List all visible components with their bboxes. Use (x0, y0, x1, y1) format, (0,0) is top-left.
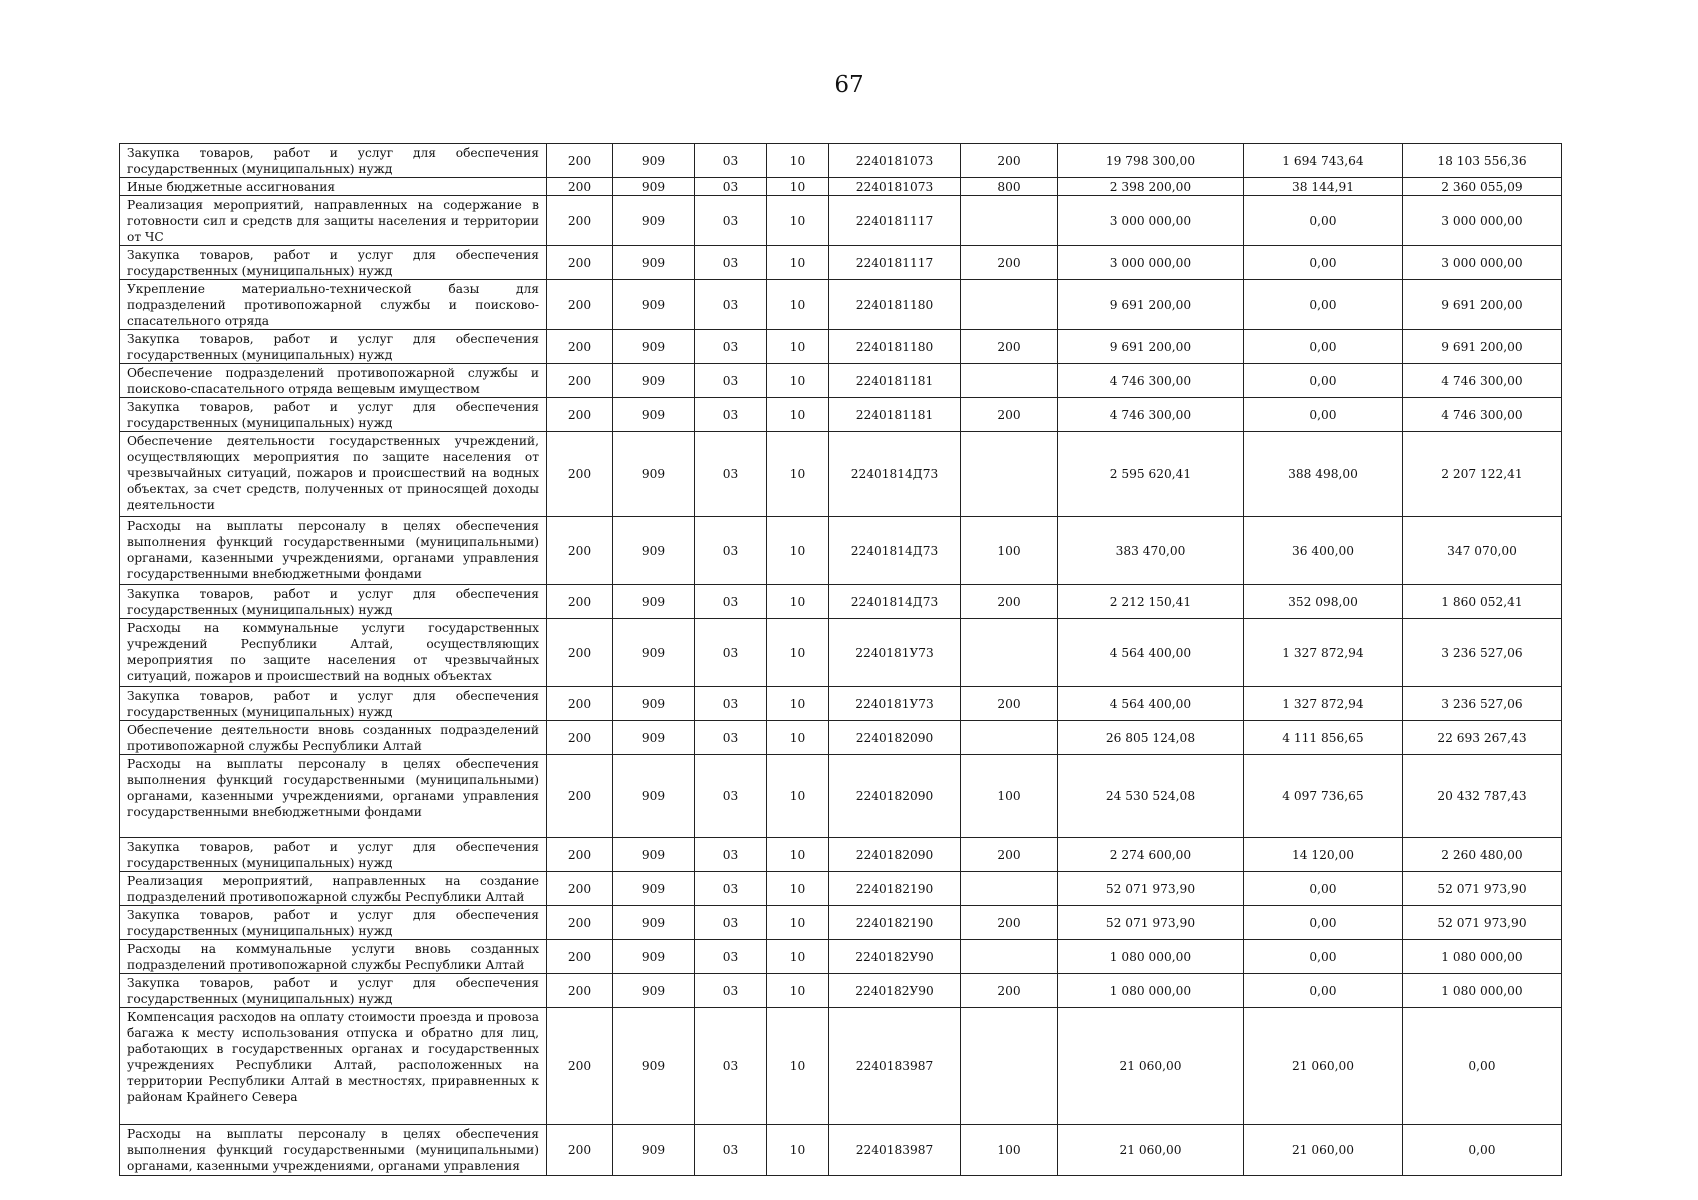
expense-type-cell: 200 (961, 144, 1058, 178)
row-description: Закупка товаров, работ и услуг для обеспечения государственных (муниципальных) нужд (120, 246, 547, 280)
table-row (120, 364, 1562, 398)
subchapter-code-cell: 10 (767, 687, 829, 721)
subchapter-code-cell: 10 (767, 585, 829, 619)
table-row (120, 280, 1562, 330)
executed-amount-cell: 0,00 (1244, 280, 1403, 330)
planned-amount-cell: 9 691 200,00 (1058, 330, 1244, 364)
planned-amount-cell: 383 470,00 (1058, 517, 1244, 585)
chapter-code-cell: 03 (695, 619, 767, 687)
row-description: Обеспечение деятельности вновь созданных подразделений противопожарной службы Республики Алтай (120, 721, 547, 755)
executed-amount-cell: 0,00 (1244, 364, 1403, 398)
expense-type-cell: 200 (961, 246, 1058, 280)
subchapter-code-cell: 10 (767, 330, 829, 364)
row-description: Расходы на выплаты персоналу в целях обеспечения выполнения функций государственными (муниципальными) органами, казенными учреждениями, органами управления государственными внебюджетными фондами (120, 755, 547, 838)
remaining-amount-cell: 3 000 000,00 (1403, 246, 1562, 280)
expense-type-cell: 100 (961, 1125, 1058, 1176)
row-description: Расходы на выплаты персоналу в целях обеспечения выполнения функций государственными (муниципальными) органами, казенными учреждениями, органами управления (120, 1125, 547, 1176)
remaining-amount-cell: 22 693 267,43 (1403, 721, 1562, 755)
chapter-code-cell: 03 (695, 398, 767, 432)
expense-type-cell: 200 (961, 974, 1058, 1008)
section-code-cell: 200 (547, 940, 613, 974)
target-article-cell: 2240183987 (829, 1125, 961, 1176)
expense-type-cell (961, 196, 1058, 246)
section-code-cell: 200 (547, 330, 613, 364)
planned-amount-cell: 21 060,00 (1058, 1125, 1244, 1176)
target-article-cell: 2240181180 (829, 330, 961, 364)
target-article-cell: 2240181073 (829, 144, 961, 178)
section-code-cell: 200 (547, 585, 613, 619)
remaining-amount-cell: 4 746 300,00 (1403, 398, 1562, 432)
expense-type-cell (961, 872, 1058, 906)
remaining-amount-cell: 3 236 527,06 (1403, 687, 1562, 721)
section-code-cell: 200 (547, 619, 613, 687)
ministry-code-cell: 909 (613, 872, 695, 906)
row-description: Иные бюджетные ассигнования (120, 178, 547, 196)
target-article-cell: 2240181073 (829, 178, 961, 196)
planned-amount-cell: 3 000 000,00 (1058, 196, 1244, 246)
chapter-code-cell: 03 (695, 755, 767, 838)
executed-amount-cell: 1 327 872,94 (1244, 619, 1403, 687)
table-row (120, 755, 1562, 838)
target-article-cell: 2240182У90 (829, 974, 961, 1008)
ministry-code-cell: 909 (613, 619, 695, 687)
chapter-code-cell: 03 (695, 872, 767, 906)
executed-amount-cell: 38 144,91 (1244, 178, 1403, 196)
chapter-code-cell: 03 (695, 940, 767, 974)
row-description: Расходы на выплаты персоналу в целях обеспечения выполнения функций государственными (муниципальными) органами, казенными учреждениями, органами управления государственными внебюджетными фондами (120, 517, 547, 585)
ministry-code-cell: 909 (613, 974, 695, 1008)
target-article-cell: 2240183987 (829, 1008, 961, 1125)
section-code-cell: 200 (547, 687, 613, 721)
expense-type-cell: 200 (961, 906, 1058, 940)
planned-amount-cell: 19 798 300,00 (1058, 144, 1244, 178)
planned-amount-cell: 1 080 000,00 (1058, 974, 1244, 1008)
table-row (120, 398, 1562, 432)
chapter-code-cell: 03 (695, 246, 767, 280)
executed-amount-cell: 0,00 (1244, 872, 1403, 906)
planned-amount-cell: 2 212 150,41 (1058, 585, 1244, 619)
subchapter-code-cell: 10 (767, 280, 829, 330)
budget-table (119, 143, 1562, 1176)
section-code-cell: 200 (547, 974, 613, 1008)
subchapter-code-cell: 10 (767, 1125, 829, 1176)
expense-type-cell (961, 940, 1058, 974)
target-article-cell: 2240181117 (829, 196, 961, 246)
target-article-cell: 2240181181 (829, 398, 961, 432)
table-row (120, 517, 1562, 585)
planned-amount-cell: 21 060,00 (1058, 1008, 1244, 1125)
planned-amount-cell: 4 564 400,00 (1058, 687, 1244, 721)
planned-amount-cell: 52 071 973,90 (1058, 872, 1244, 906)
section-code-cell: 200 (547, 1125, 613, 1176)
ministry-code-cell: 909 (613, 246, 695, 280)
chapter-code-cell: 03 (695, 144, 767, 178)
chapter-code-cell: 03 (695, 1125, 767, 1176)
ministry-code-cell: 909 (613, 517, 695, 585)
subchapter-code-cell: 10 (767, 1008, 829, 1125)
subchapter-code-cell: 10 (767, 755, 829, 838)
section-code-cell: 200 (547, 517, 613, 585)
target-article-cell: 2240182090 (829, 838, 961, 872)
ministry-code-cell: 909 (613, 196, 695, 246)
executed-amount-cell: 0,00 (1244, 940, 1403, 974)
section-code-cell: 200 (547, 755, 613, 838)
row-description: Расходы на коммунальные услуги вновь созданных подразделений противопожарной службы Республики Алтай (120, 940, 547, 974)
executed-amount-cell: 21 060,00 (1244, 1008, 1403, 1125)
row-description: Закупка товаров, работ и услуг для обеспечения государственных (муниципальных) нужд (120, 974, 547, 1008)
chapter-code-cell: 03 (695, 432, 767, 517)
executed-amount-cell: 0,00 (1244, 330, 1403, 364)
target-article-cell: 2240181181 (829, 364, 961, 398)
expense-type-cell: 100 (961, 517, 1058, 585)
ministry-code-cell: 909 (613, 838, 695, 872)
row-description: Закупка товаров, работ и услуг для обеспечения государственных (муниципальных) нужд (120, 906, 547, 940)
remaining-amount-cell: 52 071 973,90 (1403, 872, 1562, 906)
table-row (120, 721, 1562, 755)
ministry-code-cell: 909 (613, 721, 695, 755)
subchapter-code-cell: 10 (767, 721, 829, 755)
target-article-cell: 2240182090 (829, 755, 961, 838)
target-article-cell: 22401814Д73 (829, 517, 961, 585)
planned-amount-cell: 1 080 000,00 (1058, 940, 1244, 974)
table-row (120, 585, 1562, 619)
ministry-code-cell: 909 (613, 585, 695, 619)
row-description: Компенсация расходов на оплату стоимости проезда и провоза багажа к месту использования отпуска и обратно для лиц, работающих в государственных органах и государственных учреждениях Республики Алтай, расположенных на территории Республики Алтай в местностях, приравненных к районам Крайнего Севера (120, 1008, 547, 1125)
remaining-amount-cell: 20 432 787,43 (1403, 755, 1562, 838)
table-row (120, 872, 1562, 906)
chapter-code-cell: 03 (695, 364, 767, 398)
executed-amount-cell: 1 694 743,64 (1244, 144, 1403, 178)
executed-amount-cell: 0,00 (1244, 398, 1403, 432)
subchapter-code-cell: 10 (767, 872, 829, 906)
target-article-cell: 2240182У90 (829, 940, 961, 974)
expense-type-cell: 100 (961, 755, 1058, 838)
target-article-cell: 2240181У73 (829, 619, 961, 687)
planned-amount-cell: 26 805 124,08 (1058, 721, 1244, 755)
ministry-code-cell: 909 (613, 1008, 695, 1125)
row-description: Обеспечение подразделений противопожарной службы и поисково-спасательного отряда вещевым имуществом (120, 364, 547, 398)
table-row (120, 1008, 1562, 1125)
planned-amount-cell: 2 274 600,00 (1058, 838, 1244, 872)
chapter-code-cell: 03 (695, 838, 767, 872)
section-code-cell: 200 (547, 178, 613, 196)
expense-type-cell (961, 432, 1058, 517)
subchapter-code-cell: 10 (767, 246, 829, 280)
remaining-amount-cell: 9 691 200,00 (1403, 280, 1562, 330)
section-code-cell: 200 (547, 364, 613, 398)
ministry-code-cell: 909 (613, 364, 695, 398)
table-row (120, 1125, 1562, 1176)
executed-amount-cell: 4 097 736,65 (1244, 755, 1403, 838)
planned-amount-cell: 3 000 000,00 (1058, 246, 1244, 280)
remaining-amount-cell: 2 360 055,09 (1403, 178, 1562, 196)
page-number: 67 (834, 72, 864, 98)
section-code-cell: 200 (547, 246, 613, 280)
remaining-amount-cell: 2 260 480,00 (1403, 838, 1562, 872)
target-article-cell: 2240181180 (829, 280, 961, 330)
remaining-amount-cell: 3 000 000,00 (1403, 196, 1562, 246)
ministry-code-cell: 909 (613, 432, 695, 517)
table-row (120, 838, 1562, 872)
planned-amount-cell: 52 071 973,90 (1058, 906, 1244, 940)
expense-type-cell: 200 (961, 687, 1058, 721)
row-description: Реализация мероприятий, направленных на создание подразделений противопожарной службы Республики Алтай (120, 872, 547, 906)
ministry-code-cell: 909 (613, 687, 695, 721)
expense-type-cell (961, 364, 1058, 398)
section-code-cell: 200 (547, 872, 613, 906)
executed-amount-cell: 0,00 (1244, 246, 1403, 280)
remaining-amount-cell: 2 207 122,41 (1403, 432, 1562, 517)
target-article-cell: 2240182190 (829, 906, 961, 940)
subchapter-code-cell: 10 (767, 940, 829, 974)
remaining-amount-cell: 347 070,00 (1403, 517, 1562, 585)
remaining-amount-cell: 4 746 300,00 (1403, 364, 1562, 398)
subchapter-code-cell: 10 (767, 398, 829, 432)
chapter-code-cell: 03 (695, 196, 767, 246)
expense-type-cell (961, 1008, 1058, 1125)
chapter-code-cell: 03 (695, 721, 767, 755)
ministry-code-cell: 909 (613, 398, 695, 432)
section-code-cell: 200 (547, 1008, 613, 1125)
table-row (120, 432, 1562, 517)
row-description: Обеспечение деятельности государственных учреждений, осуществляющих мероприятия по защите населения от чрезвычайных ситуаций, пожаров и происшествий на водных объектах, за счет средств, полученных от приносящей доходы деятельности (120, 432, 547, 517)
chapter-code-cell: 03 (695, 585, 767, 619)
executed-amount-cell: 0,00 (1244, 196, 1403, 246)
table-row (120, 330, 1562, 364)
section-code-cell: 200 (547, 196, 613, 246)
table-body (120, 144, 1562, 1176)
target-article-cell: 2240181117 (829, 246, 961, 280)
executed-amount-cell: 0,00 (1244, 906, 1403, 940)
planned-amount-cell: 4 746 300,00 (1058, 398, 1244, 432)
row-description: Укрепление материально-технической базы для подразделений противопожарной службы и поисково-спасательного отряда (120, 280, 547, 330)
row-description: Закупка товаров, работ и услуг для обеспечения государственных (муниципальных) нужд (120, 330, 547, 364)
subchapter-code-cell: 10 (767, 432, 829, 517)
planned-amount-cell: 24 530 524,08 (1058, 755, 1244, 838)
section-code-cell: 200 (547, 432, 613, 517)
expense-type-cell (961, 280, 1058, 330)
executed-amount-cell: 352 098,00 (1244, 585, 1403, 619)
expense-type-cell (961, 721, 1058, 755)
planned-amount-cell: 2 398 200,00 (1058, 178, 1244, 196)
remaining-amount-cell: 1 860 052,41 (1403, 585, 1562, 619)
section-code-cell: 200 (547, 398, 613, 432)
ministry-code-cell: 909 (613, 906, 695, 940)
chapter-code-cell: 03 (695, 330, 767, 364)
planned-amount-cell: 4 564 400,00 (1058, 619, 1244, 687)
target-article-cell: 2240181У73 (829, 687, 961, 721)
section-code-cell: 200 (547, 838, 613, 872)
planned-amount-cell: 4 746 300,00 (1058, 364, 1244, 398)
expense-type-cell: 200 (961, 398, 1058, 432)
subchapter-code-cell: 10 (767, 517, 829, 585)
ministry-code-cell: 909 (613, 755, 695, 838)
section-code-cell: 200 (547, 721, 613, 755)
ministry-code-cell: 909 (613, 330, 695, 364)
subchapter-code-cell: 10 (767, 619, 829, 687)
executed-amount-cell: 388 498,00 (1244, 432, 1403, 517)
subchapter-code-cell: 10 (767, 974, 829, 1008)
planned-amount-cell: 2 595 620,41 (1058, 432, 1244, 517)
ministry-code-cell: 909 (613, 280, 695, 330)
target-article-cell: 22401814Д73 (829, 432, 961, 517)
executed-amount-cell: 1 327 872,94 (1244, 687, 1403, 721)
remaining-amount-cell: 52 071 973,90 (1403, 906, 1562, 940)
subchapter-code-cell: 10 (767, 838, 829, 872)
chapter-code-cell: 03 (695, 906, 767, 940)
expense-type-cell: 200 (961, 585, 1058, 619)
table-row (120, 196, 1562, 246)
executed-amount-cell: 4 111 856,65 (1244, 721, 1403, 755)
subchapter-code-cell: 10 (767, 906, 829, 940)
ministry-code-cell: 909 (613, 1125, 695, 1176)
row-description: Закупка товаров, работ и услуг для обеспечения государственных (муниципальных) нужд (120, 144, 547, 178)
chapter-code-cell: 03 (695, 974, 767, 1008)
ministry-code-cell: 909 (613, 178, 695, 196)
chapter-code-cell: 03 (695, 280, 767, 330)
executed-amount-cell: 0,00 (1244, 974, 1403, 1008)
ministry-code-cell: 909 (613, 144, 695, 178)
remaining-amount-cell: 9 691 200,00 (1403, 330, 1562, 364)
ministry-code-cell: 909 (613, 940, 695, 974)
row-description: Закупка товаров, работ и услуг для обеспечения государственных (муниципальных) нужд (120, 838, 547, 872)
expense-type-cell: 800 (961, 178, 1058, 196)
subchapter-code-cell: 10 (767, 364, 829, 398)
subchapter-code-cell: 10 (767, 196, 829, 246)
row-description: Закупка товаров, работ и услуг для обеспечения государственных (муниципальных) нужд (120, 687, 547, 721)
chapter-code-cell: 03 (695, 178, 767, 196)
planned-amount-cell: 9 691 200,00 (1058, 280, 1244, 330)
table-row (120, 940, 1562, 974)
remaining-amount-cell: 1 080 000,00 (1403, 974, 1562, 1008)
row-description: Закупка товаров, работ и услуг для обеспечения государственных (муниципальных) нужд (120, 585, 547, 619)
expense-type-cell (961, 619, 1058, 687)
table-row (120, 974, 1562, 1008)
target-article-cell: 22401814Д73 (829, 585, 961, 619)
target-article-cell: 2240182190 (829, 872, 961, 906)
table-row (120, 144, 1562, 178)
executed-amount-cell: 14 120,00 (1244, 838, 1403, 872)
row-description: Реализация мероприятий, направленных на содержание в готовности сил и средств для защиты населения и территории от ЧС (120, 196, 547, 246)
chapter-code-cell: 03 (695, 517, 767, 585)
executed-amount-cell: 21 060,00 (1244, 1125, 1403, 1176)
executed-amount-cell: 36 400,00 (1244, 517, 1403, 585)
remaining-amount-cell: 1 080 000,00 (1403, 940, 1562, 974)
section-code-cell: 200 (547, 144, 613, 178)
table-row (120, 619, 1562, 687)
table-row (120, 178, 1562, 196)
remaining-amount-cell: 0,00 (1403, 1125, 1562, 1176)
expense-type-cell: 200 (961, 330, 1058, 364)
remaining-amount-cell: 18 103 556,36 (1403, 144, 1562, 178)
section-code-cell: 200 (547, 280, 613, 330)
row-description: Закупка товаров, работ и услуг для обеспечения государственных (муниципальных) нужд (120, 398, 547, 432)
subchapter-code-cell: 10 (767, 178, 829, 196)
table-row (120, 246, 1562, 280)
expense-type-cell: 200 (961, 838, 1058, 872)
target-article-cell: 2240182090 (829, 721, 961, 755)
chapter-code-cell: 03 (695, 687, 767, 721)
chapter-code-cell: 03 (695, 1008, 767, 1125)
table-row (120, 687, 1562, 721)
row-description: Расходы на коммунальные услуги государственных учреждений Республики Алтай, осуществляющих мероприятия по защите населения от чрезвычайных ситуаций, пожаров и происшествий на водных объектах (120, 619, 547, 687)
remaining-amount-cell: 3 236 527,06 (1403, 619, 1562, 687)
remaining-amount-cell: 0,00 (1403, 1008, 1562, 1125)
subchapter-code-cell: 10 (767, 144, 829, 178)
table-row (120, 906, 1562, 940)
section-code-cell: 200 (547, 906, 613, 940)
